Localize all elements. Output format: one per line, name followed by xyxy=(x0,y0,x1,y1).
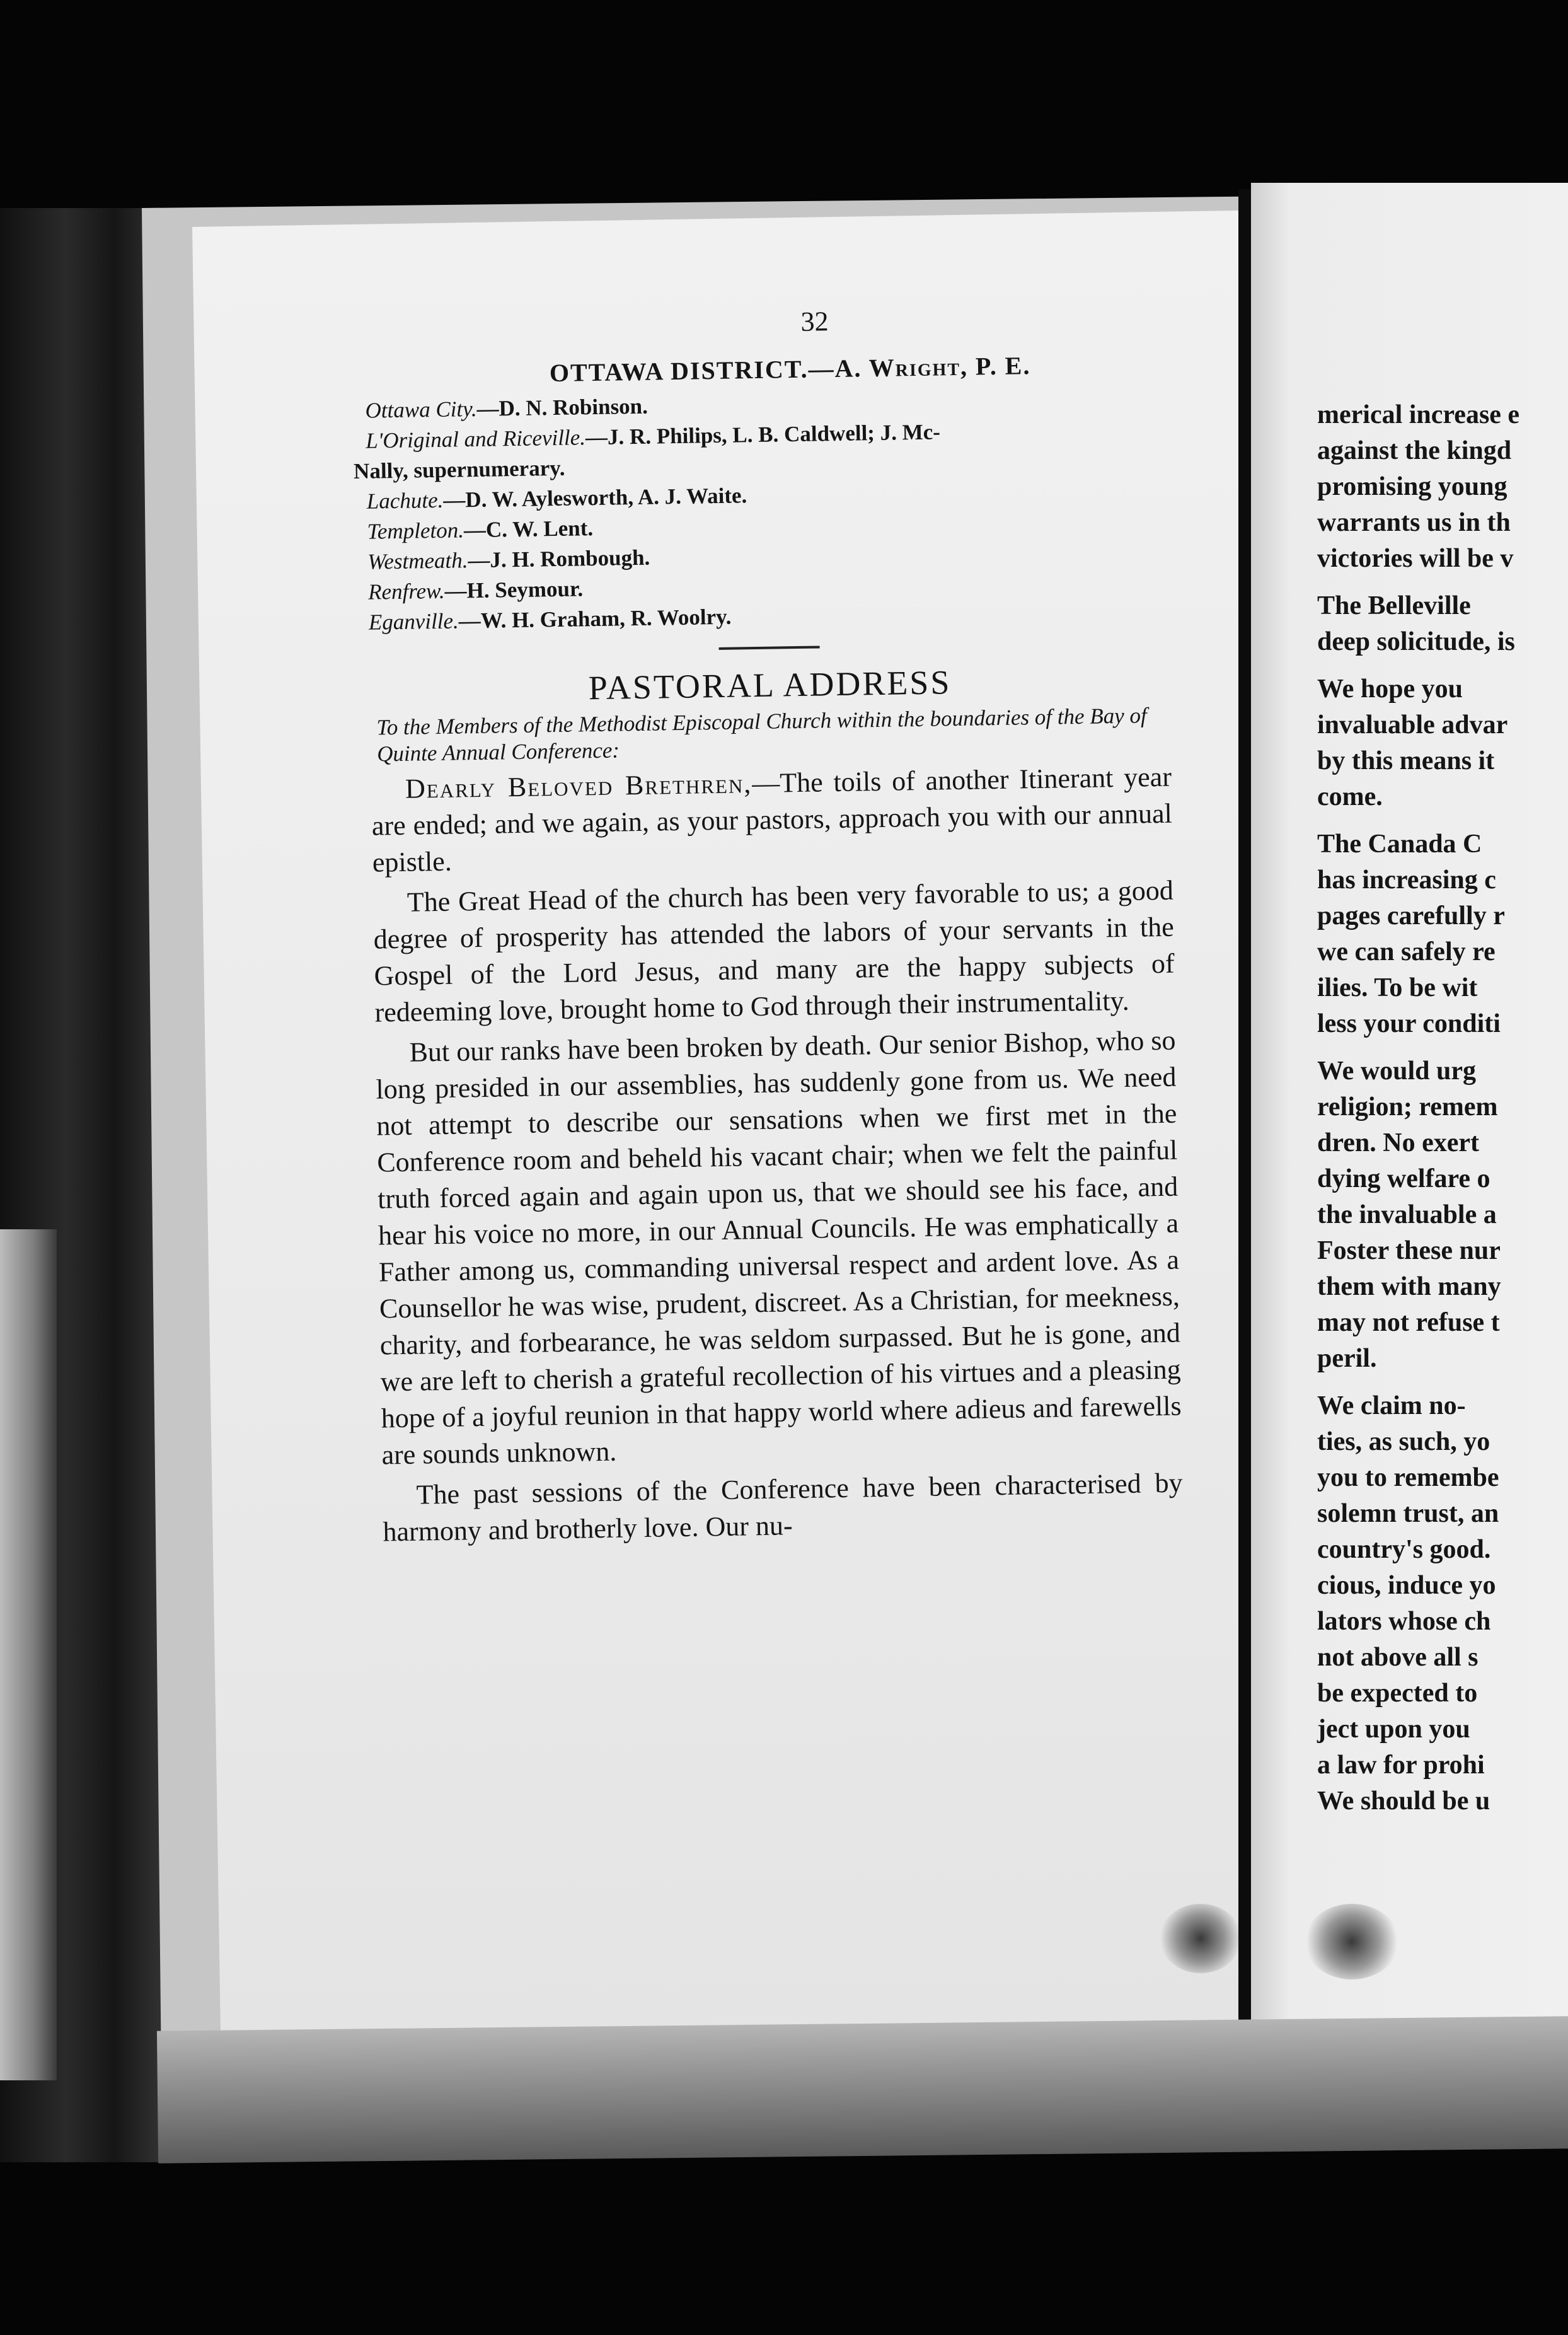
page-edges xyxy=(0,1229,57,2080)
right-page-line: merical increase e xyxy=(1317,400,1520,429)
paragraph-gap xyxy=(1317,1377,1568,1388)
right-page-line: promising young xyxy=(1317,472,1507,501)
paragraph-gap xyxy=(1317,815,1568,826)
appointment-line: L'Original and Riceville.—J. R. Philips, L. B. Caldwell; J. Mc- xyxy=(366,419,941,453)
right-page-line: ject upon you xyxy=(1317,1715,1470,1744)
district-heading xyxy=(364,349,1165,391)
appointment-line: Renfrew.—H. Seymour. xyxy=(367,576,584,605)
right-page-line: be expected to xyxy=(1317,1679,1478,1708)
page-stain xyxy=(1305,1904,1399,1979)
right-page-line: The Canada C xyxy=(1317,830,1482,859)
address-subtitle: To the Members of the Methodist Episcopal Church within the boundaries of the Bay of Quinte Annual Conference: xyxy=(376,703,1147,767)
salutation: Dearly Beloved Brethren, xyxy=(405,768,752,804)
right-page-line: may not refuse t xyxy=(1317,1308,1500,1337)
appointment-line: Templeton.—C. W. Lent. xyxy=(367,516,594,544)
paragraph: The Great Head of the church has been very favorable to us; a good degree of prosperity has attended the labors of your servants in the Gospel of the Lord Jesus, and many are the happy subjects of redeeming love, brought home to God through their instrumentality. xyxy=(373,874,1175,1028)
right-page-line: deep solicitude, is xyxy=(1317,627,1515,656)
paragraph: But our ranks have been broken by death. Our senior Bishop, who so long presided in our assemblies, has suddenly gone from us. We need not attempt to describe our sensations when we first met in the Conference room and beheld his vacant chair; when we felt the painful truth forced again and again upon us, that we should see his face, and hear his voice no more, in our Annual Councils. He was emphatically a Father among us, commanding universal respect and ardent love. As a Counsellor he was wise, prudent, discreet. As a Christian, for meekness, charity, and forbearance, he was seldom surpassed. But he is gone, and we are left to cherish a grateful recollection of his virtues and a pleasing hope of a joyful reunion in that happy world where adieus and farewells are sounds unknown. xyxy=(376,1024,1182,1471)
appointment-line: Eganville.—W. H. Graham, R. Woolry. xyxy=(368,604,732,635)
right-page-line: religion; remem xyxy=(1317,1092,1498,1121)
right-page-line: peril. xyxy=(1317,1344,1377,1373)
appointments-list xyxy=(353,383,1169,638)
right-page-line: dren. No exert xyxy=(1317,1128,1479,1157)
paragraph-gap xyxy=(1317,660,1568,671)
right-page-line: you to remembe xyxy=(1317,1463,1499,1492)
right-page-line: less your conditi xyxy=(1317,1009,1501,1038)
right-page-line: invaluable advar xyxy=(1317,710,1508,739)
right-page-line: by this means it xyxy=(1317,746,1495,775)
right-page-line: Foster these nur xyxy=(1317,1236,1501,1265)
presiding-elder: —A. Wright, P. E. xyxy=(808,351,1031,383)
right-page-line: We claim no- xyxy=(1317,1391,1466,1420)
right-page-line: The Belleville xyxy=(1317,591,1471,620)
paragraph-gap xyxy=(1317,1042,1568,1053)
page-number: 32 xyxy=(800,306,829,337)
right-page-line: solemn trust, an xyxy=(1317,1499,1499,1528)
right-page-line: ilies. To be wit xyxy=(1317,973,1478,1002)
appointment-line: Ottawa City.—D. N. Robinson. xyxy=(365,393,649,423)
right-page-line: cious, induce yo xyxy=(1317,1571,1496,1600)
right-page-line: We would urg xyxy=(1317,1057,1477,1086)
right-page-line: dying welfare o xyxy=(1317,1164,1490,1193)
address-title: PASTORAL ADDRESS xyxy=(588,663,952,707)
appointment-line: Lachute.—D. W. Aylesworth, A. J. Waite. xyxy=(366,483,747,514)
page-stain xyxy=(1160,1904,1242,1973)
appointment-line: Nally, supernumerary. xyxy=(353,455,565,484)
right-page-line: victories will be v xyxy=(1317,544,1514,573)
left-page xyxy=(192,210,1305,2055)
section-divider xyxy=(719,646,820,650)
right-page xyxy=(1251,183,1568,2049)
right-page-line: pages carefully r xyxy=(1317,901,1505,930)
paragraph-gap xyxy=(1317,577,1568,588)
right-page-line: against the kingd xyxy=(1317,436,1512,465)
paragraph: The past sessions of the Conference have been characterised by harmony and brotherly love. Our nu- xyxy=(383,1467,1183,1548)
page-gutter xyxy=(1238,189,1252,2055)
right-page-line: come. xyxy=(1317,782,1383,811)
right-page-line: has increasing c xyxy=(1317,866,1496,895)
right-page-line: we can safely re xyxy=(1317,937,1496,966)
right-page-line: not above all s xyxy=(1317,1643,1479,1672)
right-page-line: country's good. xyxy=(1317,1535,1491,1564)
right-page-line: them with many xyxy=(1317,1272,1501,1301)
right-page-line: warrants us in th xyxy=(1317,508,1511,537)
paragraph: Dearly Beloved Brethren,—The toils of another Itinerant year are ended; and we again, as your pastors, approach you with our annual epistle. xyxy=(371,761,1173,878)
right-page-line: the invaluable a xyxy=(1317,1200,1497,1229)
right-page-line: ties, as such, yo xyxy=(1317,1427,1490,1456)
right-page-line: lators whose ch xyxy=(1317,1607,1491,1636)
right-page-text xyxy=(1317,397,1568,1819)
left-page-content xyxy=(353,300,1184,1555)
right-page-line: a law for prohi xyxy=(1317,1751,1485,1780)
right-page-line: We should be u xyxy=(1317,1787,1490,1816)
district-name: OTTAWA DISTRICT. xyxy=(549,354,809,388)
right-page-line: We hope you xyxy=(1317,675,1463,704)
book-bottom-edge xyxy=(157,2016,1568,2163)
appointment-line: Westmeath.—J. H. Rombough. xyxy=(367,545,650,574)
